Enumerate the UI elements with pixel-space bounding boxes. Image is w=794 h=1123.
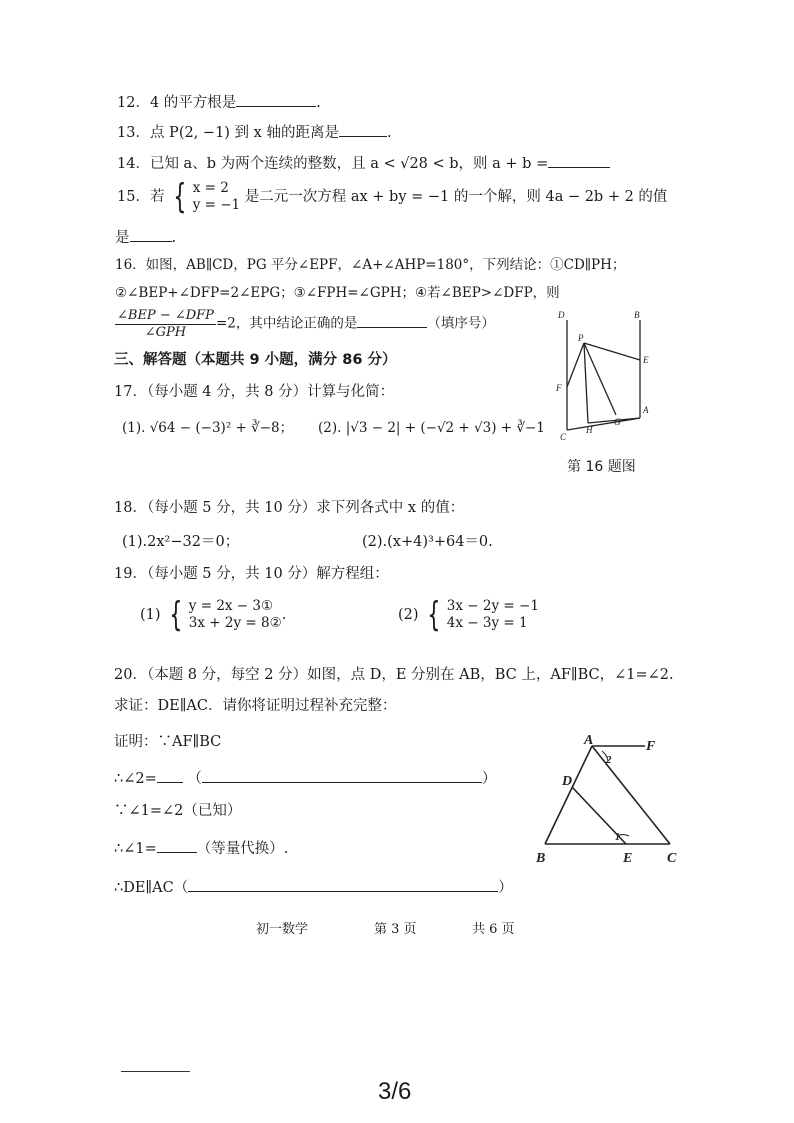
proof-blank-2[interactable] [202,768,482,783]
question-14: 14．已知 a、b 为两个连续的整数，且 a < √28 < b，则 a + b = [117,153,610,173]
proof-line-5: ∴DE∥AC（ ） [114,877,513,897]
figure-20-diagram [530,732,690,870]
footnote-rule [121,1071,190,1072]
fig16-label-e: E [643,355,649,365]
line-PF [567,343,584,387]
brace-icon: { [173,177,187,217]
question-16-line1: 16．如图，AB∥CD，PG 平分∠EPF，∠A+∠AHP=180°，下列结论：①CD∥PH； [115,257,626,273]
answer-blank-12[interactable] [236,92,316,107]
proof-blank-1[interactable] [157,768,183,783]
question-12: 12．4 的平方根是 . [117,92,321,112]
brace-icon: { [169,595,183,635]
fig16-label-a: A [643,405,649,415]
equation-system-15: { x = 2 y = −1 [173,177,241,217]
fig16-label-g: G [614,417,621,427]
question-19-part2: (2) { 3x − 2y = −1 4x − 3y = 1 [398,595,539,635]
proof-blank-3[interactable] [157,838,197,853]
fig16-label-p: P [578,333,584,343]
fig16-label-d: D [558,310,565,320]
page-indicator: 3/6 [378,1078,412,1105]
question-16-line3: $\frac{\text{∠BEP − ∠DFP}}{\text{∠GPH}}$ =2，其中结论正确的是 （填序号） [117,308,495,340]
fig16-label-f: F [556,383,562,393]
question-15-line2: 是 . [115,227,176,247]
equation-system-19-1: { y = 2x − 3① 3x + 2y = 8② [169,595,282,635]
line-PG [584,343,616,415]
question-15: 15．若 { x = 2 y = −1 是二元一次方程 ax + by = −1 的一个解，则 4a − 2b + 2 的值 [117,177,668,217]
answer-blank-15[interactable] [130,227,172,242]
fig20-label-b: B [536,851,546,866]
figure-16-caption: 第 16 题图 [567,459,636,475]
question-16-line2: ②∠BEP+∠DFP=2∠EPG；③∠FPH=∠GPH；④若∠BEP>∠DFP，则 [115,285,560,301]
question-18-part1: (1).2x²−32＝0； [122,534,240,550]
equation-system-19-2: { 3x − 2y = −1 4x − 3y = 1 [427,595,539,635]
question-18-title: 18．（每小题 5 分，共 10 分）求下列各式中 x 的值： [114,500,465,516]
proof-line-3: ∵∠1=∠2（已知） [114,803,242,819]
line-PH [584,343,588,423]
fig20-label-a: A [584,733,594,748]
footer-page: 第 3 页 [374,922,417,937]
question-17-part1: (1). √64 − (−3)² + ∛−8； [122,420,294,436]
brace-icon: { [427,595,441,635]
fig20-label-2: 2 [606,754,612,766]
question-17-title: 17．（每小题 4 分，共 8 分）计算与化简： [114,384,395,400]
fig20-label-1: 1 [615,832,620,843]
fig20-label-f: F [646,739,656,754]
fig16-label-h: H [586,425,593,435]
fig16-label-c: C [560,432,567,442]
question-13: 13．点 P(2, −1) 到 x 轴的距离是 . [117,122,392,142]
question-20-line1: 20．（本题 8 分，每空 2 分）如图，点 D，E 分别在 AB，BC 上，AF∥BC，∠1=∠2. [114,667,674,683]
question-20-line2: 求证：DE∥AC．请你将证明过程补充完整： [114,698,397,714]
line-PE [584,343,640,360]
figure-16-diagram [548,305,668,445]
proof-blank-4[interactable] [188,877,498,892]
proof-line-4: ∴∠1= （等量代换）. [114,838,288,858]
proof-line-1: 证明：∵AF∥BC [114,734,222,750]
question-17-part2: (2). |√3 − 2| + (−√2 + √3) + ∛−1 [318,420,545,436]
line-AB [545,746,592,844]
answer-blank-13[interactable] [339,122,387,137]
fig20-label-e: E [623,851,633,866]
section-3-heading: 三、解答题（本题共 9 小题，满分 86 分） [114,352,397,368]
footer-total: 共 6 页 [472,922,515,937]
answer-blank-14[interactable] [548,153,610,168]
fig20-label-c: C [667,851,677,866]
question-19-part1: (1) { y = 2x − 3① 3x + 2y = 8② . [140,595,287,635]
question-18-part2: (2).(x+4)³+64＝0. [362,534,493,550]
fraction-16: $\frac{\text{∠BEP − ∠DFP}}{\text{∠GPH}}$ [117,308,214,340]
question-19-title: 19．（每小题 5 分，共 10 分）解方程组： [114,566,389,582]
line-AC [592,746,670,844]
fig16-label-b: B [634,310,640,320]
line-CA [567,418,640,430]
fig20-label-d: D [562,774,573,789]
proof-line-2: ∴∠2= （ ） [114,768,496,788]
answer-blank-16[interactable] [357,313,427,328]
footer-subject: 初一数学 [256,922,309,937]
